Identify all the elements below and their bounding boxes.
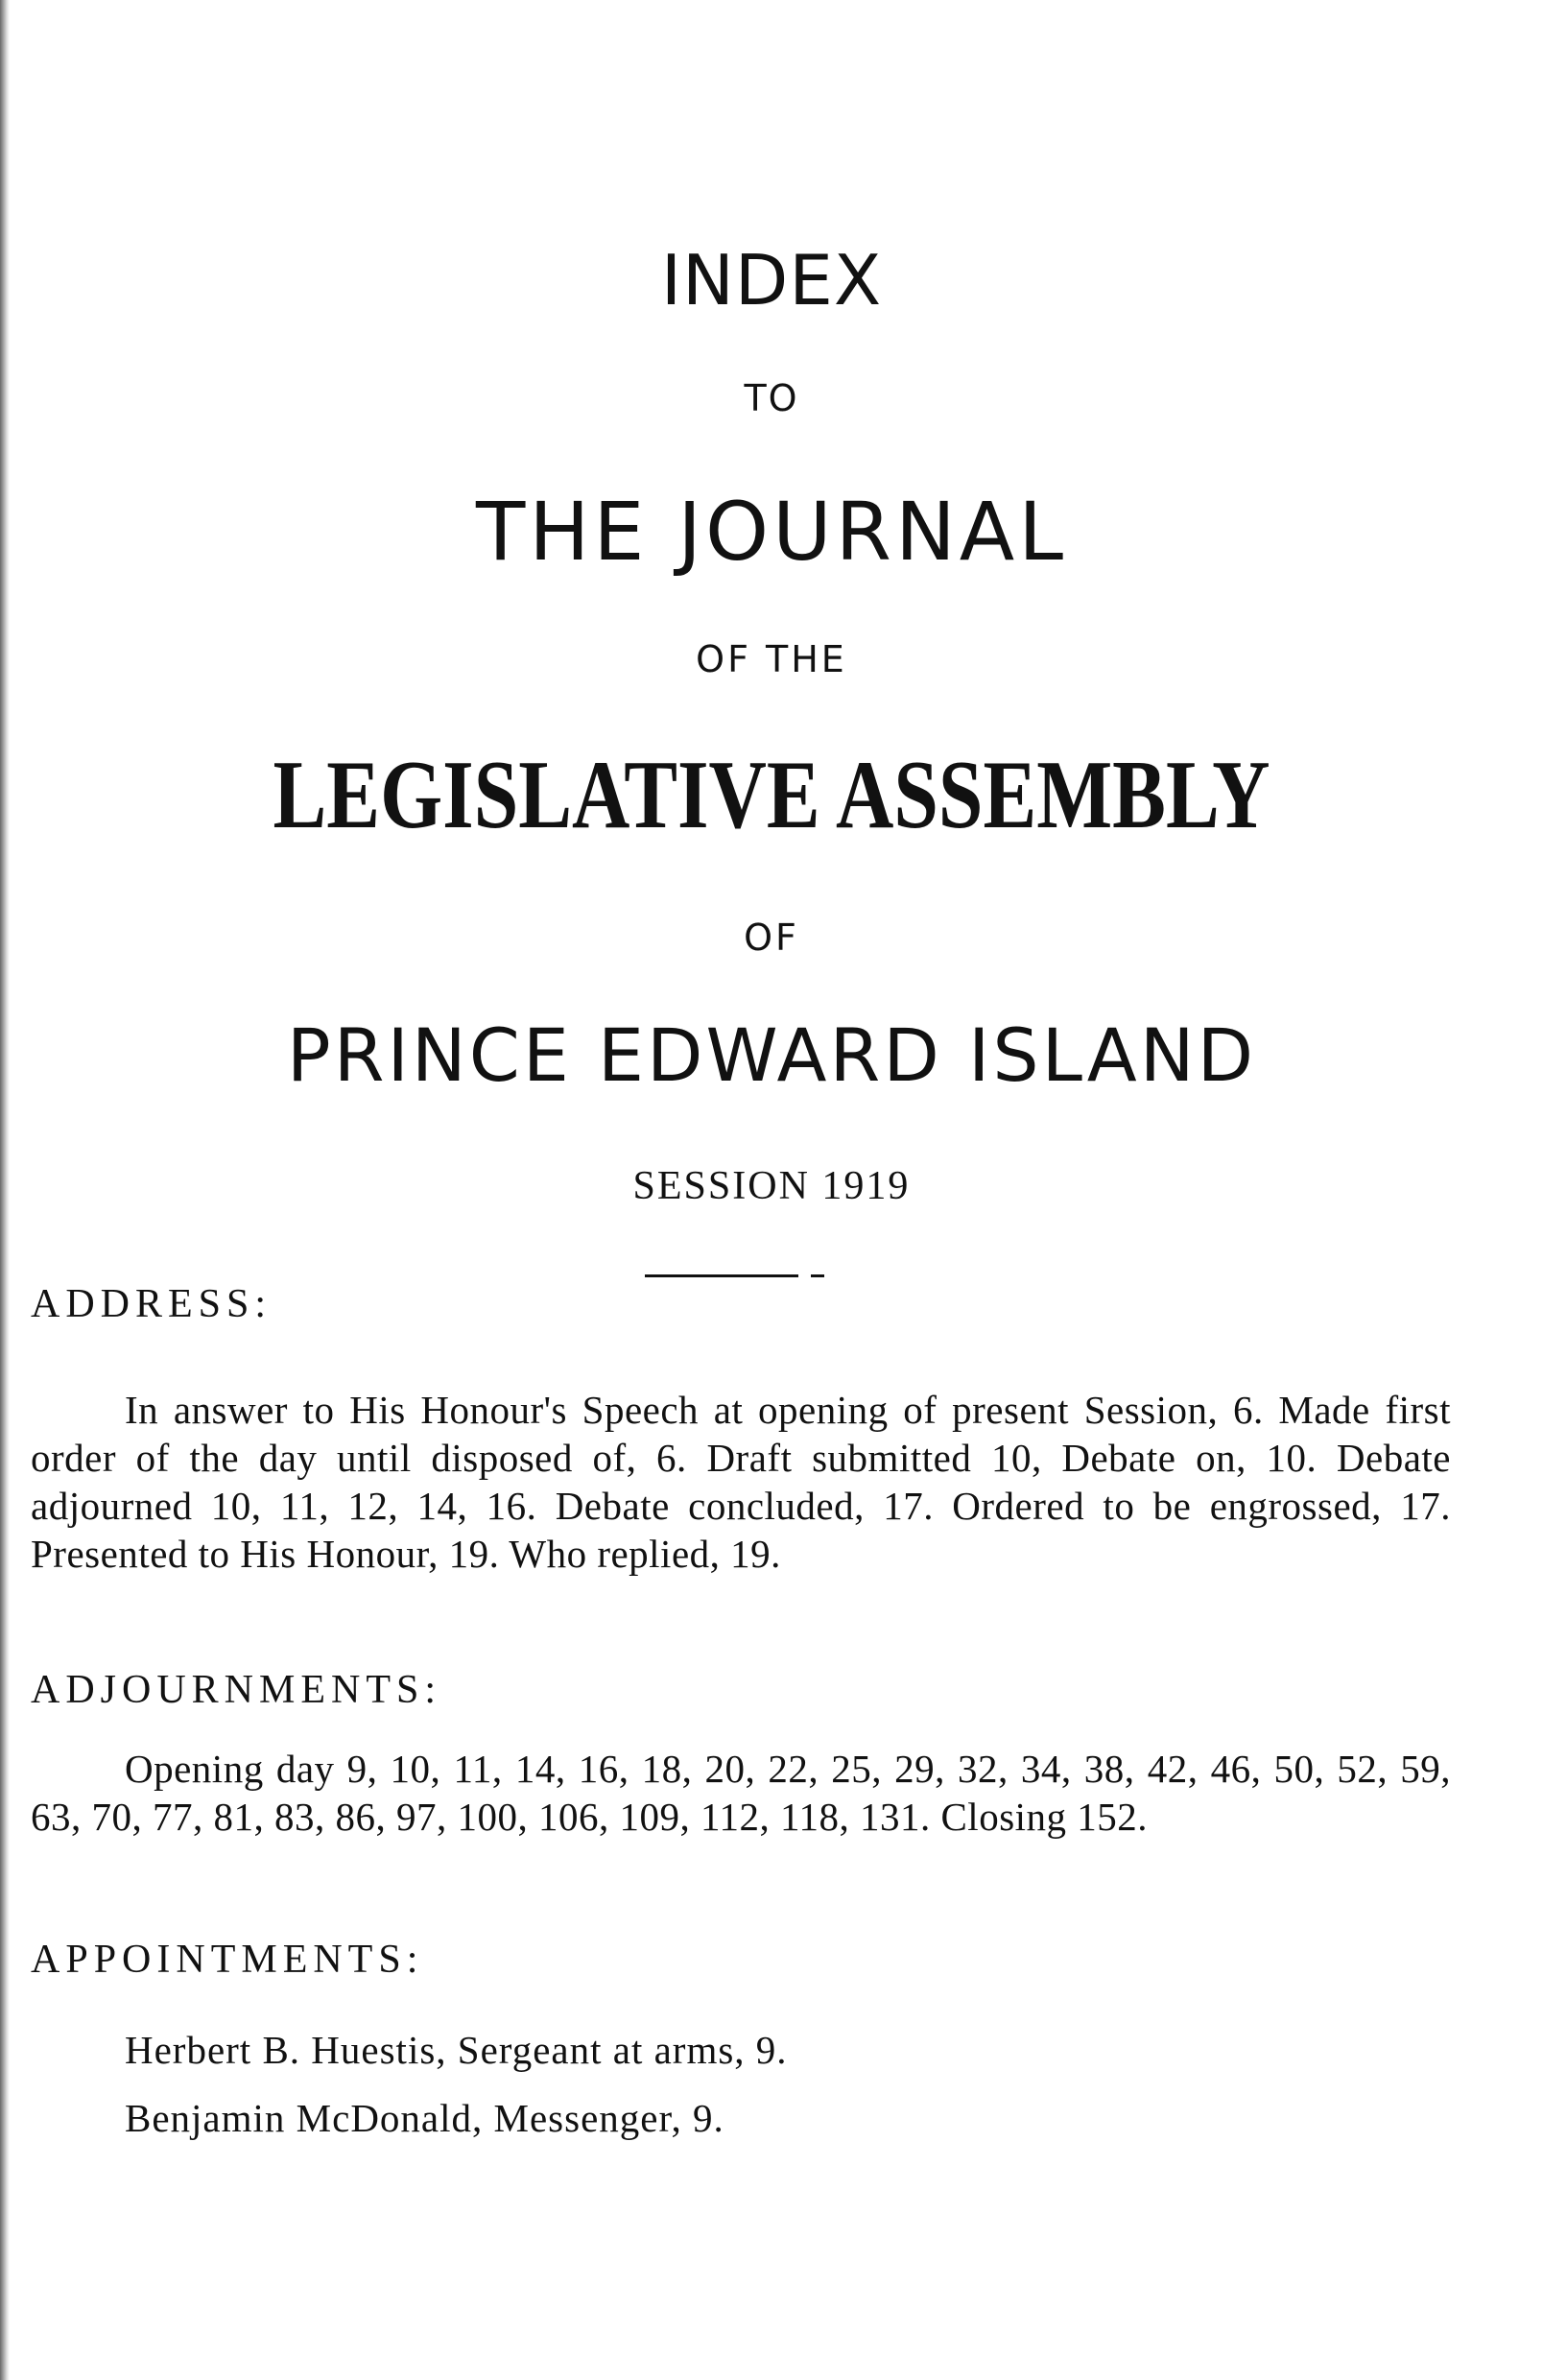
adjournments-heading: ADJOURNMENTS:: [31, 1668, 442, 1712]
of-the-line: OF THE: [696, 638, 847, 680]
appointment-entry: Benjamin McDonald, Messenger, 9.: [125, 2096, 724, 2140]
province-title: PRINCE EDWARD ISLAND: [286, 1012, 1257, 1098]
divider-rule: [645, 1274, 798, 1277]
index-title: INDEX: [660, 240, 883, 321]
assembly-title: LEGISLATIVE ASSEMBLY: [273, 741, 1270, 849]
address-body: In answer to His Honour's Speech at opening of present Session, 6. Made first order of the day until disposed of, 6. Draft submitted 10, Debate on, 10. Debate adjourned 10, 11, 12, 14, 16. Debate concluded, 17. Ordered to be engrossed, 17. Presented to His Honour, 19. Who replied, 19.: [31, 1388, 1451, 1576]
of-line: OF: [744, 916, 799, 959]
divider-dash: [811, 1274, 824, 1277]
journal-title: THE JOURNAL: [475, 485, 1068, 579]
adjournments-body: Opening day 9, 10, 11, 14, 16, 18, 20, 22, 25, 29, 32, 34, 38, 42, 46, 50, 52, 59, 63, 70, 77, 81, 83, 86, 97, 100, 106, 109, 112, 118, 131. Closing 152.: [31, 1747, 1451, 1839]
appointments-heading: APPOINTMENTS:: [31, 1938, 424, 1982]
appointment-entry: Herbert B. Huestis, Sergeant at arms, 9.: [125, 2028, 788, 2072]
to-line: TO: [744, 377, 799, 419]
session-title: SESSION 1919: [632, 1164, 911, 1208]
address-heading: ADDRESS:: [31, 1282, 273, 1326]
